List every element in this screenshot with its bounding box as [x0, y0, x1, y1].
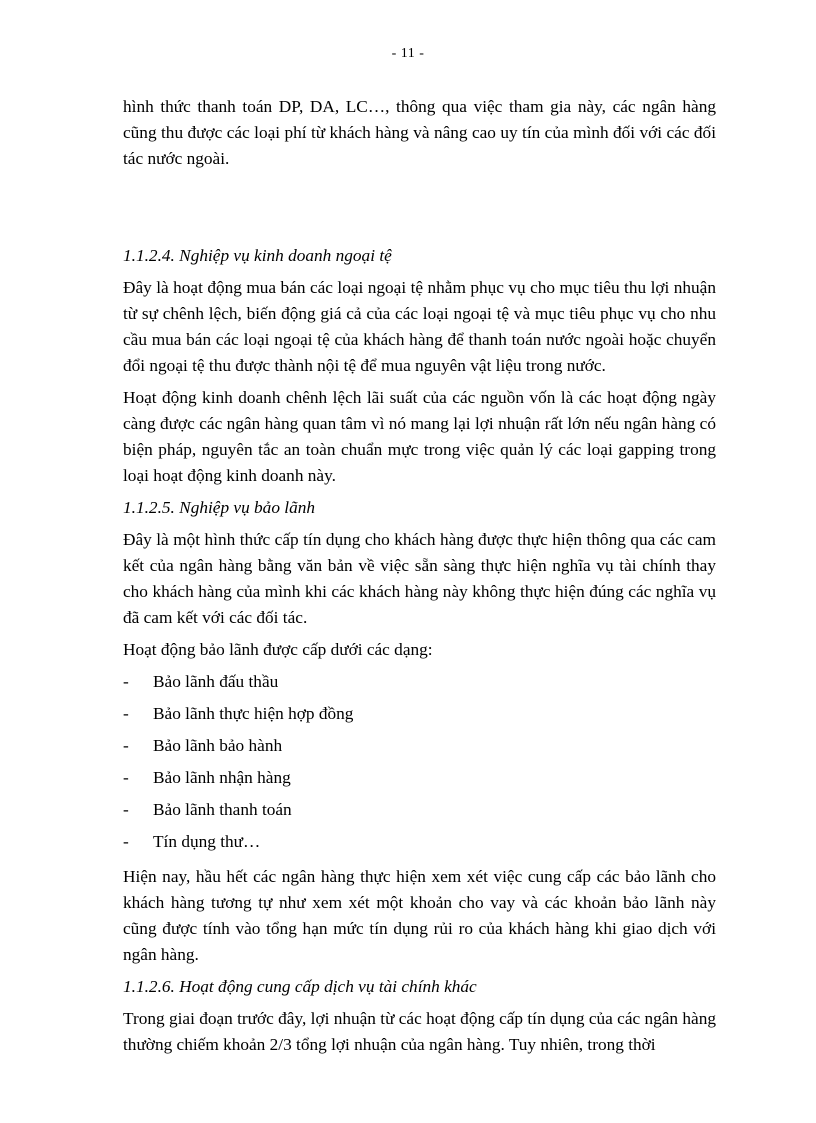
document-body — [123, 94, 716, 1058]
list-bullet: - — [123, 768, 129, 787]
guarantee-types-list — [123, 666, 716, 858]
section-1124-paragraph-2: Hoạt động kinh doanh chênh lệch lãi suất của các nguồn vốn là các hoạt động ngày càng được các ngân hàng quan tâm vì nó mang lại lợi nhuận rất lớn nếu ngân hàng có biện pháp, nguyên tắc an toàn chuẩn mực trong việc quản lý các loại gapping trong loại hoạt động kinh doanh này. — [123, 388, 716, 485]
section-1125-heading: 1.1.2.5. Nghiệp vụ bảo lãnh — [123, 498, 316, 517]
list-item-text: Tín dụng thư… — [153, 832, 261, 851]
list-bullet: - — [123, 704, 129, 723]
list-item-text: Bảo lãnh đấu thầu — [153, 672, 279, 691]
list-bullet: - — [123, 736, 129, 755]
list-bullet: - — [123, 800, 129, 819]
list-item — [123, 698, 716, 730]
section-1124-heading: 1.1.2.4. Nghiệp vụ kinh doanh ngoại tệ — [123, 246, 392, 265]
section-1126-heading: 1.1.2.6. Hoạt động cung cấp dịch vụ tài chính khác — [123, 977, 477, 996]
page-number: - 11 - — [391, 46, 425, 61]
list-item — [123, 666, 716, 698]
guarantee-list-intro: Hoạt động bảo lãnh được cấp dưới các dạng: — [123, 640, 433, 659]
list-bullet: - — [123, 672, 129, 691]
list-item — [123, 826, 716, 858]
intro-paragraph: hình thức thanh toán DP, DA, LC…, thông qua việc tham gia này, các ngân hàng cũng thu được các loại phí từ khách hàng và nâng cao uy tín của mình đối với các đối tác nước ngoài. — [123, 97, 716, 168]
list-item — [123, 762, 716, 794]
list-bullet: - — [123, 832, 129, 851]
list-item — [123, 730, 716, 762]
section-1124-paragraph-1: Đây là hoạt động mua bán các loại ngoại tệ nhằm phục vụ cho mục tiêu thu lợi nhuận từ sự chênh lệch, biến động giá cả của các loại ngoại tệ và mục tiêu phục vụ cho nhu cầu mua bán các loại ngoại tệ của khách hàng để thanh toán nước ngoài hoặc chuyển đổi ngoại tệ thu được thành nội tệ để mua nguyên vật liệu trong nước. — [123, 278, 716, 375]
section-1126-paragraph: Trong giai đoạn trước đây, lợi nhuận từ các hoạt động cấp tín dụng của các ngân hàng thường chiếm khoản 2/3 tổng lợi nhuận của ngân hàng. Tuy nhiên, trong thời — [123, 1009, 716, 1054]
list-item-text: Bảo lãnh bảo hành — [153, 736, 283, 755]
section-1125-paragraph-2: Hiện nay, hầu hết các ngân hàng thực hiện xem xét việc cung cấp các bảo lãnh cho khách hàng tương tự như xem xét một khoản cho vay và các khoản bảo lãnh này cũng được tính vào tổng hạn mức tín dụng rủi ro của khách hàng khi giao dịch với ngân hàng. — [123, 867, 716, 964]
list-item-text: Bảo lãnh nhận hàng — [153, 768, 291, 787]
list-item — [123, 794, 716, 826]
list-item-text: Bảo lãnh thanh toán — [153, 800, 292, 819]
list-item-text: Bảo lãnh thực hiện hợp đồng — [153, 704, 354, 723]
section-1125-paragraph-1: Đây là một hình thức cấp tín dụng cho khách hàng được thực hiện thông qua các cam kết của ngân hàng bằng văn bản về việc sẵn sàng thực hiện nghĩa vụ tài chính thay cho khách hàng của mình khi các khách hàng này không thực hiện đúng các nghĩa vụ đã cam kết với các đối tác. — [123, 530, 716, 627]
